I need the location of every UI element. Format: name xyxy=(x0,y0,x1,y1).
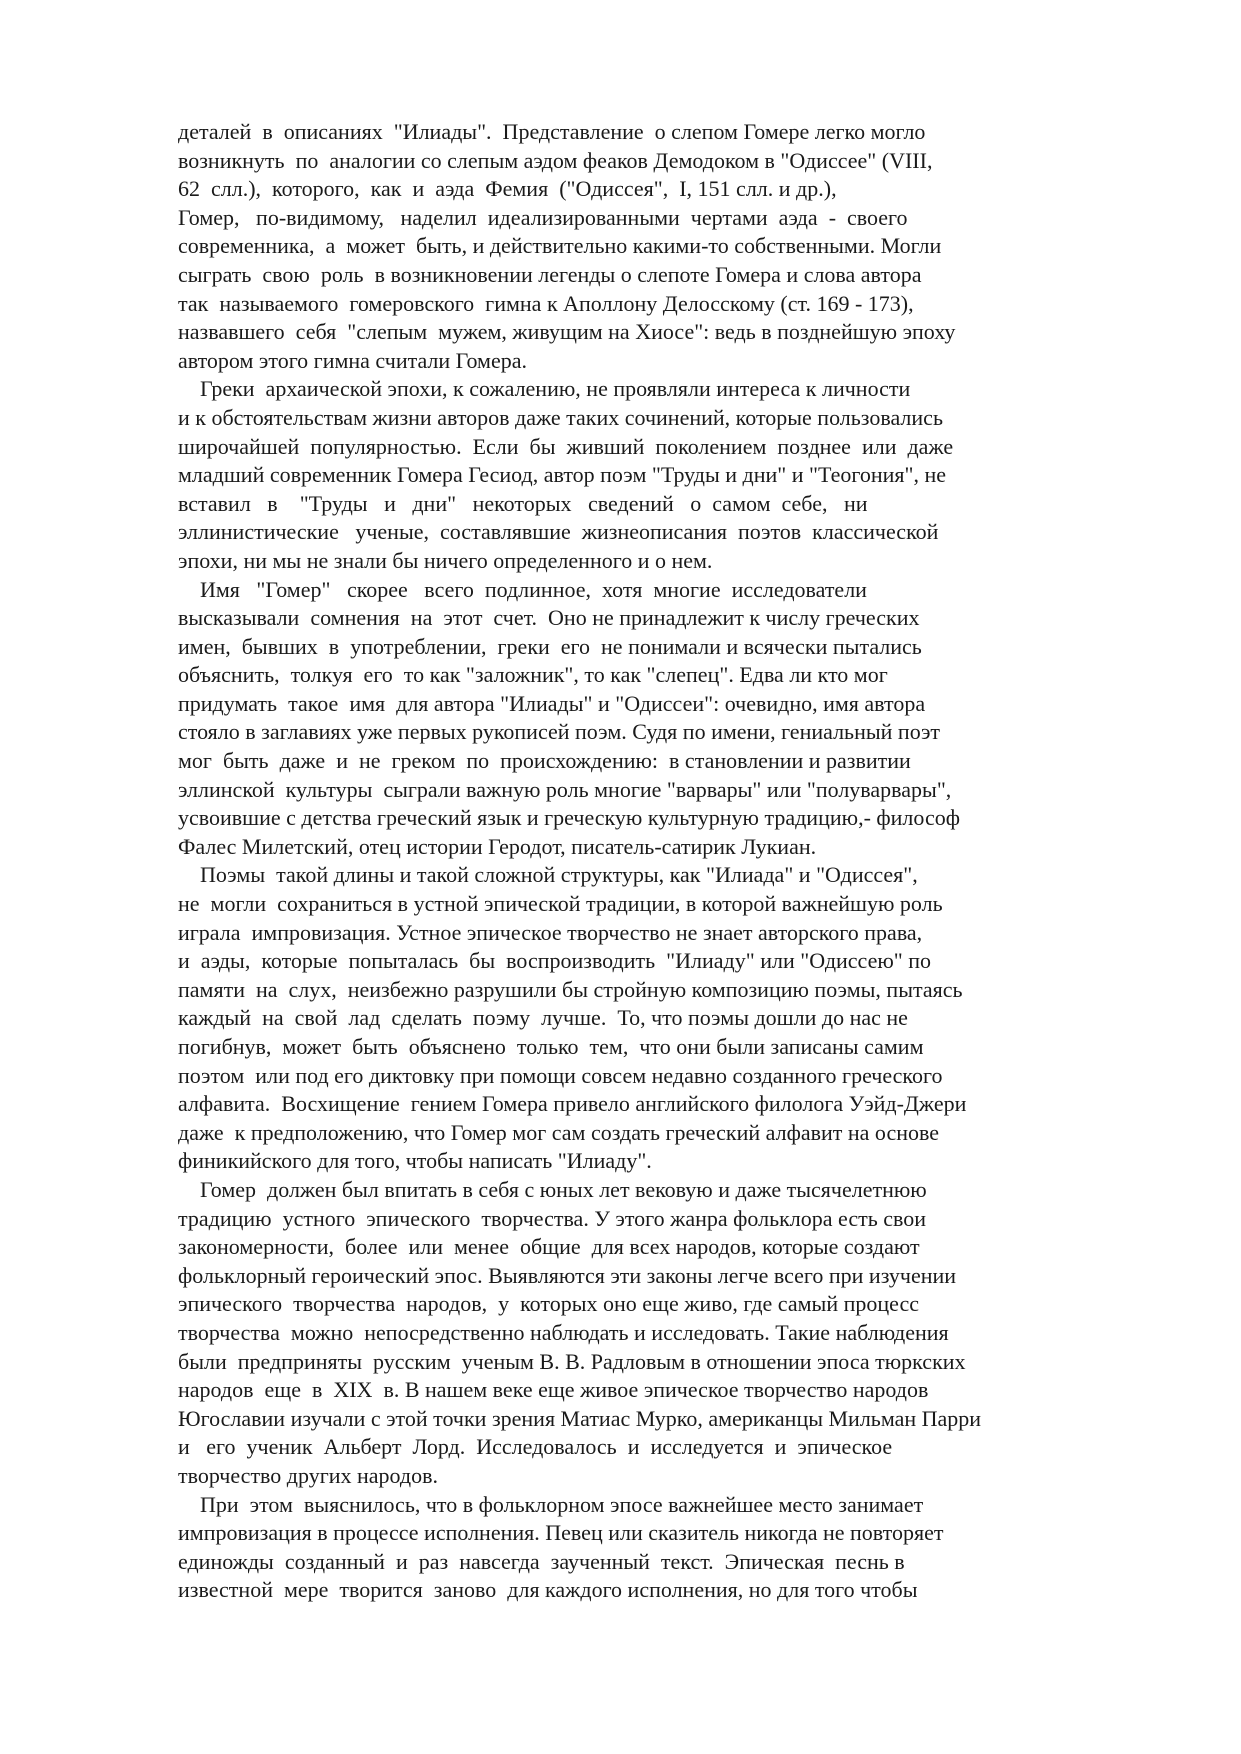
text-line: При этом выяснилось, что в фольклорном эпосе важнейшее место занимает xyxy=(178,1491,924,1517)
text-line: финикийского для того, чтобы написать "Илиаду". xyxy=(178,1148,652,1174)
text-line: закономерности, более или менее общие для всех народов, которые создают xyxy=(178,1234,920,1260)
text-line: широчайшей популярностью. Если бы живший поколением позднее или даже xyxy=(178,433,954,459)
text-line: фольклорный героический эпос. Выявляются эти законы легче всего при изучении xyxy=(178,1262,957,1288)
text-line: не могли сохраниться в устной эпической традиции, в которой важнейшую роль xyxy=(178,891,943,917)
text-line: объяснить, толкуя его то как "заложник", то как "слепец". Едва ли кто мог xyxy=(178,662,888,688)
text-line: и его ученик Альберт Лорд. Исследовалось и исследуется и эпическое xyxy=(178,1434,893,1460)
text-line: эпического творчества народов, у которых оно еще живо, где самый процесс xyxy=(178,1291,919,1317)
text-line: стояло в заглавиях уже первых рукописей поэм. Судя по имени, гениальный поэт xyxy=(178,719,941,745)
text-line: каждый на свой лад сделать поэму лучше. То, что поэмы дошли до нас не xyxy=(178,1005,908,1031)
text-line: эллинской культуры сыграли важную роль многие "варвары" или "полуварвары", xyxy=(178,776,952,802)
text-line: импровизация в процессе исполнения. Певец или сказитель никогда не повторяет xyxy=(178,1520,944,1546)
text-line: мог быть даже и не греком по происхождению: в становлении и развитии xyxy=(178,748,911,774)
text-line: известной мере творится заново для каждого исполнения, но для того чтобы xyxy=(178,1577,918,1603)
text-line: имен, бывших в употреблении, греки его не понимали и всячески пытались xyxy=(178,633,922,659)
text-line: играла импровизация. Устное эпическое творчество не знает авторского права, xyxy=(178,919,923,945)
text-line: усвоившие с детства греческий язык и греческую культурную традицию,- философ xyxy=(178,805,960,831)
text-line: так называемого гомеровского гимна к Аполлону Делосскому (ст. 169 - 173), xyxy=(178,290,914,316)
text-line: и аэды, которые попыталась бы воспроизводить "Илиаду" или "Одиссею" по xyxy=(178,948,932,974)
text-line: даже к предположению, что Гомер мог сам создать греческий алфавит на основе xyxy=(178,1119,940,1145)
text-line: Греки архаической эпохи, к сожалению, не проявляли интереса к личности xyxy=(178,376,911,402)
text-line: были предприняты русским ученым В. В. Радловым в отношении эпоса тюркских xyxy=(178,1348,966,1374)
text-line: вставил в "Труды и дни" некоторых сведений о самом себе, ни xyxy=(178,490,868,516)
text-line: назвавшего себя "слепым мужем, живущим на Хиосе": ведь в позднейшую эпоху xyxy=(178,319,956,345)
body-text xyxy=(178,118,1098,1605)
text-line: поэтом или под его диктовку при помощи совсем недавно созданного греческого xyxy=(178,1062,943,1088)
text-line: творчество других народов. xyxy=(178,1462,438,1488)
text-line: Югославии изучали с этой точки зрения Матиас Мурко, американцы Мильман Парри xyxy=(178,1405,982,1431)
text-line: Гомер, по-видимому, наделил идеализированными чертами аэда - своего xyxy=(178,204,908,230)
text-line: погибнув, может быть объяснено только тем, что они были записаны самим xyxy=(178,1034,924,1059)
text-line: сыграть свою роль в возникновении легенды о слепоте Гомера и слова автора xyxy=(178,261,922,287)
text-line: творчества можно непосредственно наблюдать и исследовать. Такие наблюдения xyxy=(178,1319,949,1345)
text-line: деталей в описаниях "Илиады". Представление о слепом Гомере легко могло xyxy=(178,119,926,144)
text-line: эллинистические ученые, составлявшие жизнеописания поэтов классической xyxy=(178,519,939,545)
text-line: традицию устного эпического творчества. У этого жанра фольклора есть свои xyxy=(178,1205,927,1231)
text-line: Поэмы такой длины и такой сложной структуры, как "Илиада" и "Одиссея", xyxy=(178,862,918,888)
text-line: памяти на слух, неизбежно разрушили бы стройную композицию поэмы, пытаясь xyxy=(178,976,963,1002)
text-line: Гомер должен был впитать в себя с юных лет вековую и даже тысячелетнюю xyxy=(178,1176,927,1202)
text-line: эпохи, ни мы не знали бы ничего определенного и о нем. xyxy=(178,547,713,573)
text-line: 62 слл.), которого, как и аэда Фемия ("Одиссея", I, 151 слл. и др.), xyxy=(178,176,837,202)
text-line: единожды созданный и раз навсегда заученный текст. Эпическая песнь в xyxy=(178,1548,905,1574)
text-line: и к обстоятельствам жизни авторов даже таких сочинений, которые пользовались xyxy=(178,404,943,430)
text-line: Фалес Милетский, отец истории Геродот, писатель-сатирик Лукиан. xyxy=(178,833,817,859)
text-line: придумать такое имя для автора "Илиады" и "Одиссеи": очевидно, имя автора xyxy=(178,690,926,716)
text-line: народов еще в XIX в. В нашем веке еще живое эпическое творчество народов xyxy=(178,1377,929,1403)
text-line: современника, а может быть, и действительно какими-то собственными. Могли xyxy=(178,233,942,259)
text-line: Имя "Гомер" скорее всего подлинное, хотя многие исследователи xyxy=(178,576,867,602)
text-line: алфавита. Восхищение гением Гомера привело английского филолога Уэйд-Джери xyxy=(178,1091,967,1117)
text-line: высказывали сомнения на этот счет. Оно не принадлежит к числу греческих xyxy=(178,605,920,631)
text-line: возникнуть по аналогии со слепым аэдом феаков Демодоком в "Одиссее" (VIII, xyxy=(178,147,933,173)
text-line: младший современник Гомера Гесиод, автор поэм "Труды и дни" и "Теогония", не xyxy=(178,462,947,488)
text-line: автором этого гимна считали Гомера. xyxy=(178,347,528,373)
